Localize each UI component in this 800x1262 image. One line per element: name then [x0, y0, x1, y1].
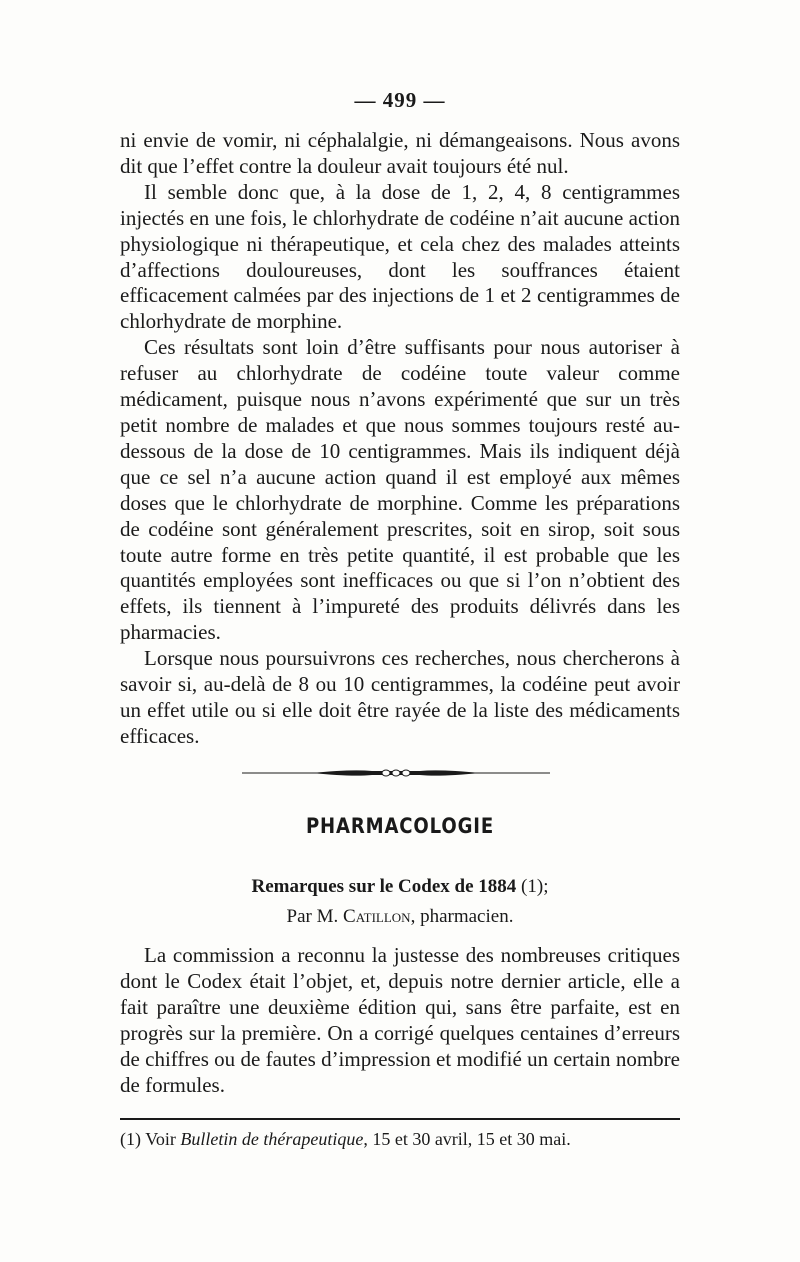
article-title — [0, 876, 800, 898]
body-text-bottom — [120, 943, 680, 1098]
paragraph: Il semble donc que, à la dose de 1, 2, 4, 8 centigrammes injectés en une fois, le chlorhydrate de codéine n’ait aucune action physiologique ni thérapeutique, et cela chez des malades atteints d’affections douloureuses, dont les souffrances étaient efficacement calmées par des injections de 1 et 2 centigrammes de chlorhydrate de morphine. — [120, 179, 680, 334]
footnote — [120, 1128, 680, 1150]
paragraph: Ces résultats sont loin d’être suffisants pour nous autoriser à refuser au chlorhydrate de codéine toute valeur comme médicament, puisque nous n’avons expérimenté que sur un très petit nombre de malades et que nous sommes toujours resté au-dessous de la dose de 10 centigrammes. Mais ils indiquent déjà que ce sel n’a aucune action quand il est employé aux mêmes doses que le chlorhydrate de morphine. Comme les préparations de codéine sont généralement prescrites, soit en sirop, soit sous toute autre forme en très petite quantité, il est probable que les quantités employées sont inefficaces ou que si l’on n’obtient des effets, ils tiennent à l’impureté des produits délivrés dans les pharmacies. — [120, 335, 680, 645]
paragraph-continuation: ni envie de vomir, ni céphalalgie, ni démangeaisons. Nous avons dit que l’effet contre la douleur avait toujours été nul. — [120, 128, 680, 178]
section-title: PHARMACOLOGIE — [305, 814, 495, 838]
footnote-prefix: Voir — [145, 1129, 176, 1149]
paragraph: La commission a reconnu la justesse des nombreuses critiques dont le Codex était l’objet, et, depuis notre dernier article, elle a fait paraître une deuxième édition qui, sans être parfaite, est en progrès sur la première. On a corrigé quelques centaines d’erreurs de chiffres ou de fautes d’impression et modifié un certain nombre de formules. — [120, 943, 680, 1097]
author-prefix: Par M. — [286, 906, 339, 927]
footnote-journal: Bulletin de thérapeutique — [180, 1129, 364, 1149]
author-suffix: , pharmacien. — [410, 906, 514, 927]
author-name: Catillon — [343, 906, 411, 927]
ornamental-separator — [242, 766, 550, 780]
footnote-marker: (1) — [120, 1129, 141, 1149]
article-title-end: ; — [543, 876, 549, 897]
footnote-dates: , 15 et 30 avril, 15 et 30 mai. — [363, 1129, 571, 1149]
paragraph: Lorsque nous poursuivrons ces recherches, nous chercherons à savoir si, au-delà de 8 ou 10 centigrammes, la codéine peut avoir un effet utile ou si elle doit être rayée de la liste des médicaments efficaces. — [120, 646, 680, 748]
article-title-text: Remarques sur le Codex de 1884 — [251, 876, 517, 897]
footnote-reference: (1) — [521, 876, 544, 897]
body-text-top — [120, 128, 680, 750]
page-number: — 499 — — [354, 88, 446, 112]
footnote-rule — [120, 1118, 680, 1120]
author-line — [0, 906, 800, 928]
